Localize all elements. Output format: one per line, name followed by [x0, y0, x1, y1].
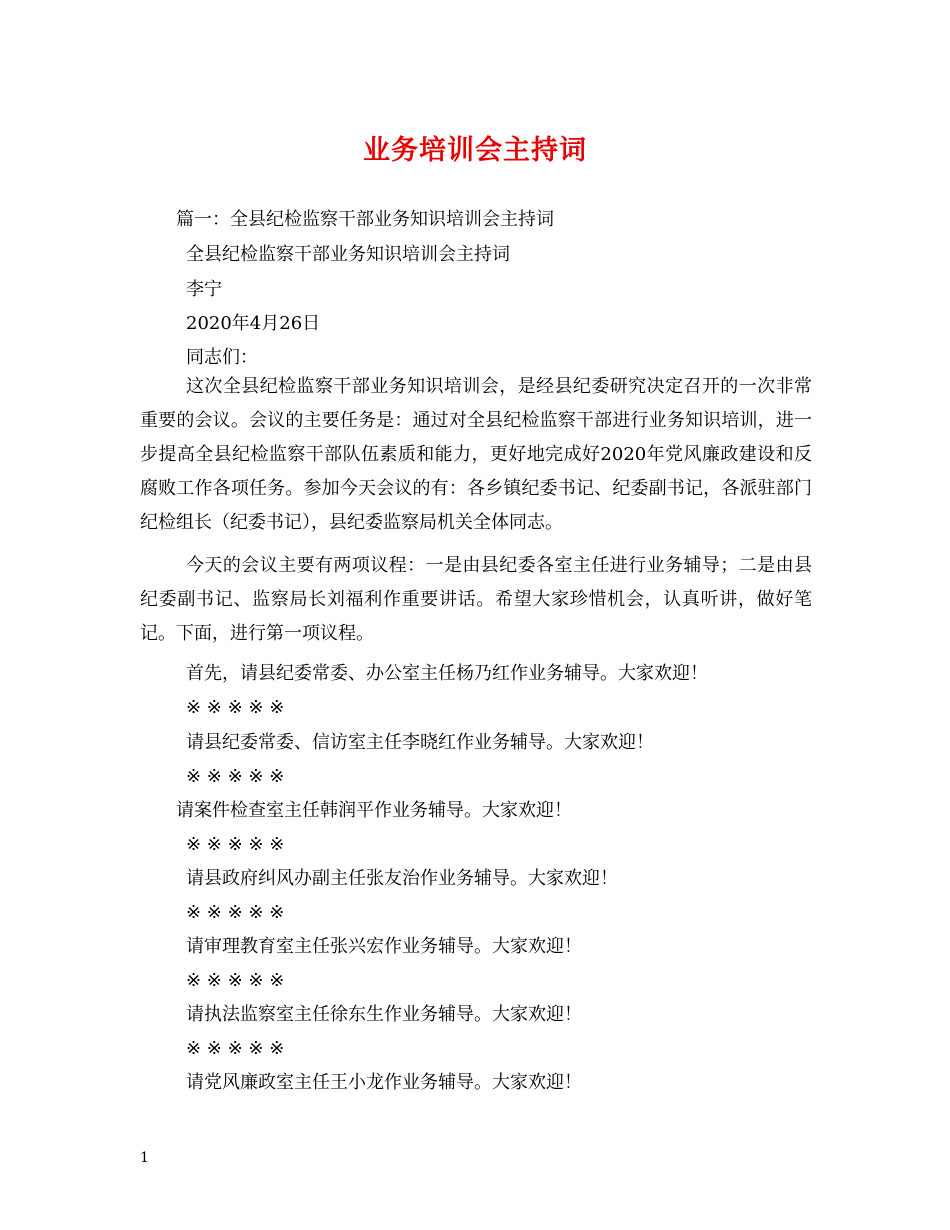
agenda-line-5: 请审理教育室主任张兴宏作业务辅导。大家欢迎！ [186, 936, 582, 957]
greeting: 同志们： [186, 347, 258, 368]
separator-5: ※ ※ ※ ※ ※ [186, 970, 285, 991]
paragraph-intro: 这次全县纪检监察干部业务知识培训会，是经县纪委研究决定召开的一次非常重要的会议。会议的主要任务是：通过对全县纪检监察干部进行业务知识培训，进一步提高全县纪检监察干部队伍素质和能力，更好地完成好2020年党风廉政建设和反腐败工作各项任务。参加今天会议的有：各乡镇纪委书记、纪委副书记，各派驻部门纪检组长（纪委书记），县纪委监察局机关全体同志。 [140, 376, 812, 533]
author-name: 李宁 [186, 279, 222, 300]
agenda-line-4: 请县政府纠风办副主任张友治作业务辅导。大家欢迎！ [186, 868, 618, 889]
document-date: 2020年4月26日 [186, 313, 321, 334]
agenda-line-2: 请县纪委常委、信访室主任李晓红作业务辅导。大家欢迎！ [186, 732, 654, 753]
agenda-line-7: 请党风廉政室主任王小龙作业务辅导。大家欢迎！ [186, 1072, 582, 1093]
separator-6: ※ ※ ※ ※ ※ [186, 1038, 285, 1059]
paragraph-agenda: 今天的会议主要有两项议程：一是由县纪委各室主任进行业务辅导；二是由县纪委副书记、监察局长刘福利作重要讲话。希望大家珍惜机会，认真听讲，做好笔记。下面，进行第一项议程。 [140, 555, 812, 644]
agenda-line-3: 请案件检查室主任韩润平作业务辅导。大家欢迎！ [176, 800, 572, 821]
separator-4: ※ ※ ※ ※ ※ [186, 902, 285, 923]
speech-subtitle: 全县纪检监察干部业务知识培训会主持词 [186, 244, 510, 265]
document-title: 业务培训会主持词 [363, 135, 587, 166]
section-heading: 篇一：全县纪检监察干部业务知识培训会主持词 [176, 209, 554, 230]
separator-2: ※ ※ ※ ※ ※ [186, 766, 285, 787]
page-number: 1 [140, 1150, 149, 1166]
separator-3: ※ ※ ※ ※ ※ [186, 834, 285, 855]
separator-1: ※ ※ ※ ※ ※ [186, 697, 285, 718]
agenda-line-1: 首先，请县纪委常委、办公室主任杨乃红作业务辅导。大家欢迎！ [186, 663, 708, 684]
agenda-line-6: 请执法监察室主任徐东生作业务辅导。大家欢迎！ [186, 1004, 582, 1025]
